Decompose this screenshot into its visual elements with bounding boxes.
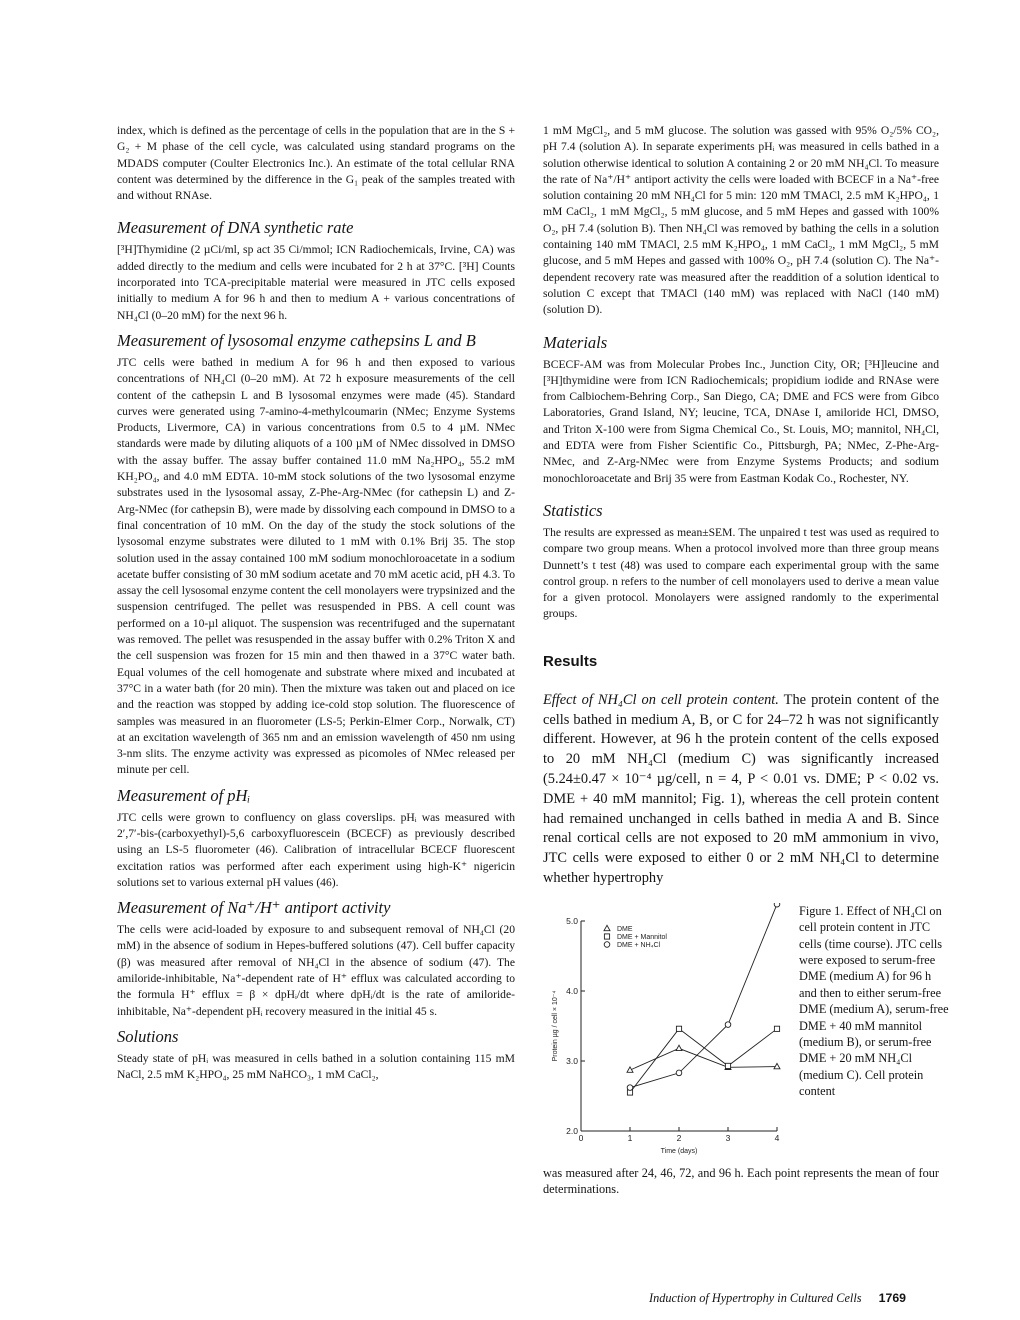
results-runin-title: Effect of NH₄Cl on cell protein content. [543,691,779,708]
lysosomal-paragraph: JTC cells were bathed in medium A for 96 h and then exposed to various concentrations of NH₄Cl (0–20 mM). At 72 h exposure measurements of the cell content of the cathepsin L and B lysosomal enzymes were made (45). Standard curves were generated using 7-amino-4-methylcoumarin (NMec; Enzyme Systems Products, Livermore, CA) in various concentrations from 0.5 to 4 µM. NMec standards were made by diluting aliquots of a 100 µM of NMec dissolved in DMSO with the assay buffer. The assay buffer contained 11.0 mM Na₂HPO₄, 55.2 mM KH₂PO₄, and 4.0 mM EDTA. 10-mM stock solutions of the two lysosomal enzyme substrates used in the lysosomal assay, Z-Phe-Arg-NMec (for cathepsin L) and Z-Arg-NMec (for cathepsin B), were made by dissolving each compound in DMSO to a final concentration of 10 mM. On the day of the study the stock solutions of the lysosomal enzyme substrates were diluted to 1 mM with 0.1% Brij 35. The stop solution used in the assay contained 100 mM sodium monochloroacetate in a sodium acetate buffer consisting of 30 mM sodium acetate and 70 mM acetic acid, pH 4.3. To assay the cell lysosomal enzyme content the cell monolayers were trypsinized and the suspension centrifuged. The pellet was resuspended in PBS. A cell count was performed on a 10-µl aliquot. The suspension was recentrifuged and the supernatant was removed. The pellet was resuspended in the assay buffer with 0.2% Triton X and the cell suspension was frozen for 15 min and then thawed in a 37°C water bath. Equal volumes of the cell homogenate and substrate where mixed and incubated at 37°C in a water bath (for 20 min). Then the mixture was taken out and placed on ice and the reaction was stopped by adding ice-cold stop solution. The fluorescence of samples was measured in an fluorometer (LS-5; Perkin-Elmer Corp., Norwalk, CT) at an excitation wavelength of 365 nm and an emission wavelength of 450 nm using 3-nm slits. The enzyme activity was expressed as picomoles of NMec released per minute per cell. [117,355,515,777]
results-heading: Results [543,652,598,670]
figure-caption: Figure 1. Effect of NH₄Cl on cell protein content in JTC cells (time course). JTC cells were exposed to serum-free DME (medium A) for 96 h and then to either serum-free DME (medium A), serum-free DME + 40 mM mannitol (medium B), or serum-free DME + 20 mM NH₄Cl (medium C). Cell protein content [799,903,949,1099]
running-title: Induction of Hypertrophy in Cultured Cells [649,1291,862,1305]
legend-label: DME + Mannitol [617,933,667,941]
phi-paragraph: JTC cells were grown to confluency on glass coverslips. pHᵢ was measured with 2′,7′-bis-(carboxyethyl)-5,6 carboxyfluorescein (BCECF) as previously described using an LS-5 fluorometer (46). Calibration of intracellular BCECF fluorescent excitation ratios was performed after each experiment using high-K⁺ nigericin solutions set to various external pH values (46). [117,810,515,889]
circle-marker [774,903,780,907]
series-circle [627,903,780,1090]
chart-series [627,903,780,1095]
phi-heading: Measurement of pHᵢ [117,785,251,805]
triangle-marker [676,1045,682,1050]
solutions-paragraph: Steady state of pHᵢ was measured in cells bathed in a solution containing 115 mM NaCl, 2.5 mM K₂HPO₄, 25 mM NaHCO₃, 1 mM CaCl₂, [117,1051,515,1082]
square-marker [676,1026,681,1031]
y-tick-label: 4.0 [566,985,578,996]
x-tick-label: 4 [774,1132,780,1143]
chart-legend [604,925,667,949]
results-body: The protein content of the cells bathed in medium A, B, or C for 24–72 h was not significantly different. However, at 96 h the protein content of the cells exposed to 20 mM NH₄Cl (medium C) was significantly increased (5.24±0.47 × 10⁻⁴ µg/cell, n = 4, P < 0.01 vs. DME; P < 0.02 vs. DME + 40 mM mannitol; Fig. 1), whereas the cell protein content had remained unchanged in cells bathed in media A and B. Since renal cortical cells are not exposed to 20 mM ammonium in vivo, JTC cells were exposed to either 0 or 2 mM NH₄Cl to determine whether hypertrophy [543,691,939,886]
antiport-heading: Measurement of Na⁺/H⁺ antiport activity [117,898,391,918]
intro-paragraph: index, which is defined as the percentage of cells in the population that are in the S + G₂ + M phase of the cell cycle, was calculated using standard programs on the MDADS computer (Coulter Electronics Inc.). An estimate of the total cellular RNA content was determined by the difference in the G₁ peak of the samples treated with and without RNAse. [117,124,515,203]
y-tick-label: 2.0 [566,1125,578,1136]
results-paragraph [543,691,939,889]
legend-label: DME [617,925,633,933]
y-tick-label: 5.0 [566,915,578,926]
y-axis-label: Protein µg / cell × 10⁻⁴ [552,990,559,1062]
x-axis-label: Time (days) [660,1147,698,1155]
square-marker [774,1026,779,1031]
circle-marker [604,941,610,947]
y-tick-label: 3.0 [566,1055,578,1066]
dna-heading: Measurement of DNA synthetic rate [117,218,354,238]
x-tick-label: 3 [725,1132,731,1143]
materials-heading: Materials [543,332,608,352]
protein-content-chart [543,903,789,1165]
legend-label: DME + NH₄Cl [617,941,661,949]
lysosomal-heading: Measurement of lysosomal enzyme cathepsins L and B [117,330,476,350]
x-tick-label: 2 [676,1132,682,1143]
chart-axes [552,916,780,1155]
page-number: 1769 [878,1291,906,1305]
solutions-heading: Solutions [117,1026,179,1046]
antiport-paragraph: The cells were acid-loaded by exposure to and subsequent removal of NH₄Cl (20 mM) in the absence of sodium in Hepes-buffered solutions (47). Cell buffer capacity (β) was measured after removal of NH₄Cl in the absence of sodium (47). The amiloride-inhibitable, Na⁺-dependent rate of H⁺ efflux was calculated according to the formula H⁺ efflux = β × dpHᵢ/dt where dpHᵢ/dt is the rate of amiloride-inhibitable, Na⁺-dependent pHᵢ recovery measured in the initial 45 s. [117,923,515,1018]
statistics-heading: Statistics [543,500,603,520]
x-tick-label: 0 [578,1132,584,1143]
series-line [630,1048,777,1070]
circle-marker [676,1070,682,1076]
statistics-paragraph: The results are expressed as mean±SEM. The unpaired t test was used as required to compare two group means. When a protocol involved more than three group means Dunnett’s t test (48) was used to compare each experimental group with the same control group. n refers to the number of cell monolayers used to derive a mean value for a given protocol. Monolayers were assigned randomly to the experimental groups. [543,525,939,621]
square-marker [604,934,609,939]
dna-paragraph: [³H]Thymidine (2 µCi/ml, sp act 35 Ci/mmol; ICN Radiochemicals, Irvine, CA) was added directly to the medium and cells were incubated for 2 h at 37°C. [³H] Counts incorporated into TCA-precipitable material were measured in JTC cells exposed initially to medium A for 96 h and then to medium A + various concentrations of NH₄Cl (0–20 mM) for the next 96 h. [117,243,515,322]
circle-marker [627,1084,633,1090]
figure-caption-continued: was measured after 24, 46, 72, and 96 h. Each point represents the mean of four determinations. [543,1165,939,1197]
circle-marker [725,1021,731,1027]
materials-paragraph: BCECF-AM was from Molecular Probes Inc., Junction City, OR; [³H]leucine and [³H]thymidine were from ICN Radiochemicals; propidium iodide and RNAse were from Calbiochem-Behring Corp., San Diego, CA; DME and FCS were from Gibco Laboratories, Grand Island, NY; leucine, TCA, DNAse I, amiloride HCl, DMSO, and Triton X-100 were from Sigma Chemical Co., St. Louis, MO; mannitol, NH₄Cl, and EDTA were from Fisher Scientific Co., Pittsburgh, PA; NMec, Z-Phe-Arg-NMec, and Z-Arg-NMec were from Enzyme Systems Products; and sodium monochloroacetate and Brij 35 were from Eastman Kodak Co., Rochester, NY. [543,357,939,485]
triangle-marker [774,1063,780,1068]
page-footer [649,1290,959,1306]
triangle-marker [604,925,610,930]
x-tick-label: 1 [627,1132,633,1143]
figure-1 [543,903,949,1165]
right-column [543,123,949,1198]
square-marker [725,1063,730,1068]
solutions-continued-paragraph: 1 mM MgCl₂, and 5 mM glucose. The solution was gassed with 95% O₂/5% CO₂, pH 7.4 (solution A). In separate experiments pHᵢ was measured in cells bathed in a solution otherwise identical to solution A containing 2 or 20 mM NH₄Cl. To measure the rate of Na⁺/H⁺ antiport activity the cells were loaded with BCECF in a Na⁺-free solution containing 20 mM NH₄Cl for 5 min: 120 mM TMACl, 2.5 mM K₂HPO₄, 1 mM CaCl₂, 1 mM MgCl₂, 5 mM glucose, and 5 mM Hepes and gassed with 100% O₂, pH 7.4 (solution B). Then NH₄Cl was removed by bathing the cells in a solution containing 140 mM TMACl, 2.5 mM K₂HPO₄, 1 mM CaCl₂, 1 mM MgCl₂, 5 mM glucose, and 5 mM Hepes and gassed with 100% O₂, pH 7.4 (solution C). The Na⁺-dependent recovery rate was measured after the readdition of a solution identical to solution C except that TMACl (140 mM) was replaced with NaCl (140 mM) (solution D). [543,124,939,317]
left-column [117,123,515,1084]
